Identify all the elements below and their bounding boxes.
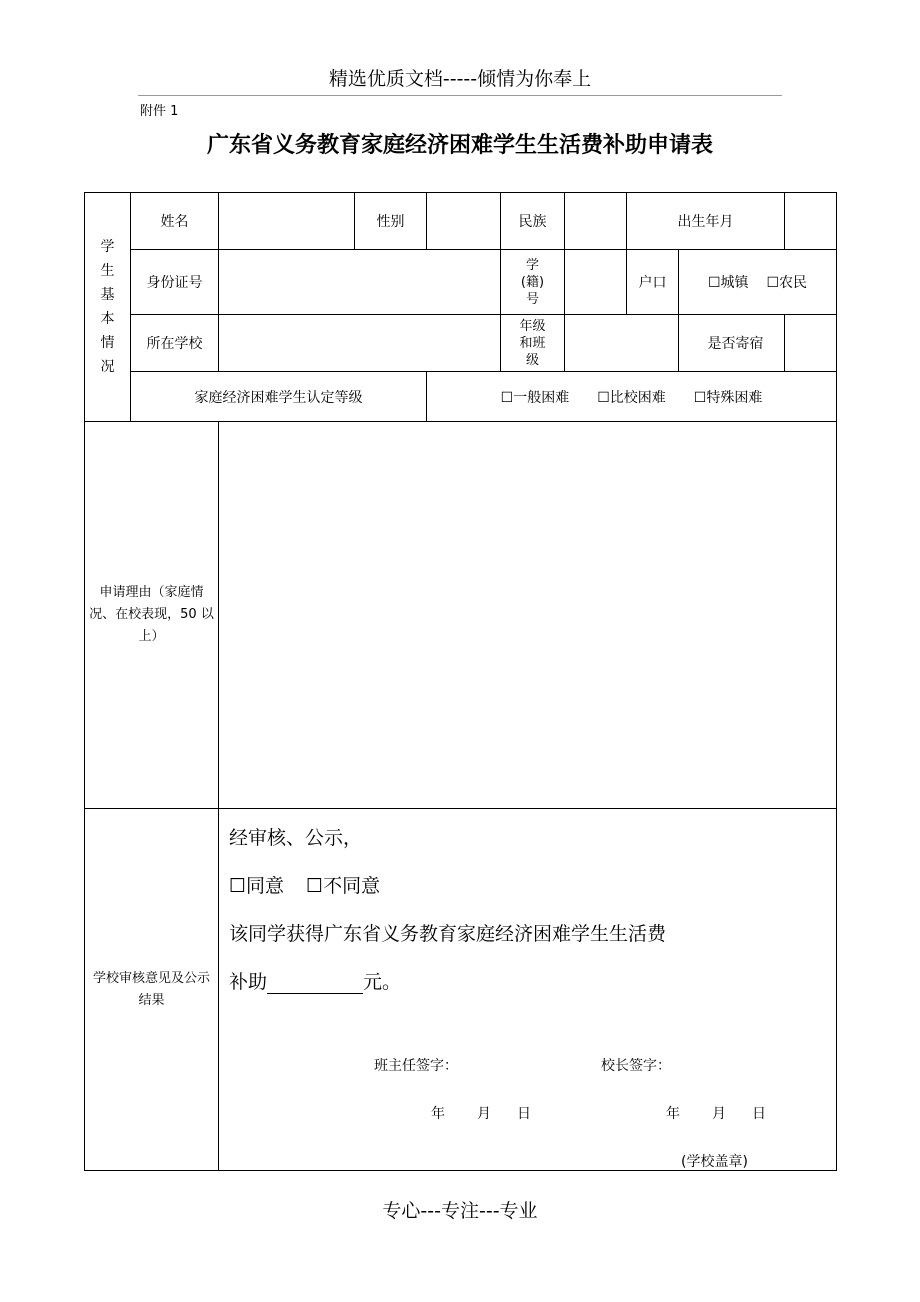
birth-field[interactable] (785, 193, 837, 250)
hukou-label: 户口 (627, 250, 679, 315)
page-header: 精选优质文档-----倾情为你奉上 (328, 68, 592, 90)
teacher-date: 年 月 日 (431, 1106, 531, 1122)
application-form (84, 192, 837, 1171)
principal-signature-label: 校长签字： (601, 1058, 671, 1074)
attachment-label: 附件 1 (140, 104, 179, 119)
school-field[interactable] (219, 315, 501, 372)
grade-label: 年级和班级 (501, 315, 565, 372)
review-field (219, 809, 837, 1171)
agree-checkbox[interactable]: ☐同意 (229, 875, 285, 897)
hukou-urban-checkbox[interactable]: ☐城镇 (707, 275, 749, 291)
grade-field[interactable] (565, 315, 679, 372)
disagree-checkbox[interactable]: ☐不同意 (306, 875, 381, 897)
amount-blank[interactable] (267, 973, 363, 994)
name-field[interactable] (219, 193, 355, 250)
form-title: 广东省义务教育家庭经济困难学生生活费补助申请表 (206, 133, 713, 158)
id-label: 身份证号 (131, 250, 219, 315)
header-divider (138, 95, 782, 96)
difficulty-options (427, 372, 837, 422)
review-line-1: 经审核、公示， (229, 827, 363, 849)
ethnicity-field[interactable] (565, 193, 627, 250)
page-footer: 专心---专注---专业 (382, 1200, 538, 1222)
teacher-signature-label: 班主任签字： (374, 1058, 458, 1074)
name-label: 姓名 (131, 193, 219, 250)
review-line-4: 补助 元。 (229, 971, 402, 993)
principal-date: 年 月 日 (666, 1106, 766, 1122)
hukou-rural-checkbox[interactable]: ☐农民 (766, 275, 808, 291)
student-section-label: 学 生 基 本 情 况 (85, 193, 131, 422)
student-no-label: 学(籍) 号 (501, 250, 565, 315)
difficulty-special-checkbox[interactable]: ☐特殊困难 (693, 389, 763, 406)
school-stamp-label: (学校盖章) (681, 1154, 748, 1170)
hukou-options (679, 250, 837, 315)
reason-field[interactable] (219, 422, 837, 809)
boarding-field[interactable] (785, 315, 837, 372)
gender-field[interactable] (427, 193, 501, 250)
reason-label: 申请理由（家庭情况、在校表现，50 以上） (85, 422, 219, 809)
difficulty-general-checkbox[interactable]: ☐一般困难 (500, 389, 570, 406)
review-decision (229, 871, 380, 898)
boarding-label: 是否寄宿 (679, 315, 785, 372)
review-label: 学校审核意见及公示结果 (85, 809, 219, 1171)
difficulty-level-label: 家庭经济困难学生认定等级 (131, 372, 427, 422)
difficulty-relative-checkbox[interactable]: ☐比校困难 (597, 389, 666, 406)
school-label: 所在学校 (131, 315, 219, 372)
ethnicity-label: 民族 (501, 193, 565, 250)
birth-label: 出生年月 (627, 193, 785, 250)
review-line-3: 该同学获得广东省义务教育家庭经济困难学生生活费 (229, 923, 667, 945)
id-field[interactable] (219, 250, 501, 315)
student-no-field[interactable] (565, 250, 627, 315)
gender-label: 性别 (355, 193, 427, 250)
